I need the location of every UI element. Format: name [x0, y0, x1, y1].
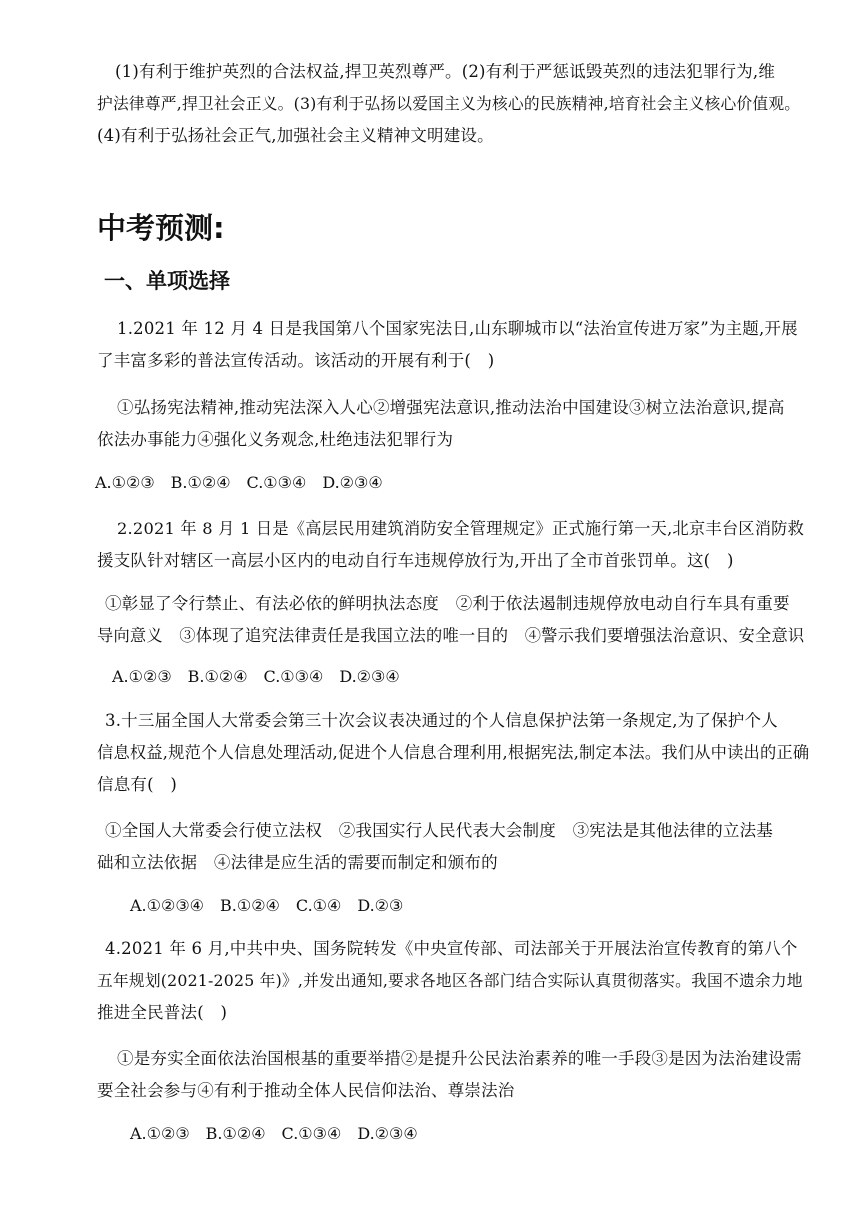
- question-stem-line: 信息权益,规范个人信息处理活动,促进个人信息合理利用,根据宪法,制定本法。我们从中读出的正确: [97, 743, 810, 762]
- intro-line: (4)有利于弘扬社会正气,加强社会主义精神文明建设。: [97, 126, 494, 145]
- question-item-line: ①是夯实全面依法治国根基的重要举措②是提升公民法治素养的唯一手段③是因为法治建设需: [117, 1049, 802, 1068]
- question-stem-line: 援支队针对辖区一高层小区内的电动自行车违规停放行为,开出了全市首张罚单。这( ): [97, 551, 734, 570]
- question-1-options: A.①②③ B.①②④ C.①③④ D.②③④: [95, 473, 383, 492]
- question-4-stem: [97, 933, 809, 1029]
- question-stem-line: 信息有( ): [97, 775, 178, 794]
- question-3-items: [97, 815, 809, 879]
- question-stem-line: 4.2021 年 6 月,中共中央、国务院转发《中央宣传部、司法部关于开展法治宣传教育的第八个: [105, 939, 798, 958]
- question-item-line: ①弘扬宪法精神,推动宪法深入人心②增强宪法意识,推动法治中国建设③树立法治意识,提高: [117, 398, 785, 417]
- question-stem-line: 2.2021 年 8 月 1 日是《高层民用建筑消防安全管理规定》正式施行第一天,北京丰台区消防救: [117, 519, 805, 538]
- question-2-items: [97, 588, 809, 652]
- question-stem-line: 推进全民普法( ): [97, 1003, 228, 1022]
- question-stem-line: 了丰富多彩的普法宣传活动。该活动的开展有利于( ): [97, 351, 495, 370]
- question-3-options: A.①②③④ B.①②④ C.①④ D.②③: [130, 896, 404, 915]
- section-heading: 一、单项选择: [104, 269, 230, 293]
- question-item-line: 导向意义 ③体现了追究法律责任是我国立法的唯一目的 ④警示我们要增强法治意识、安全意识: [97, 626, 805, 645]
- question-1-stem: [97, 313, 809, 377]
- question-item-line: 要全社会参与④有利于推动全体人民信仰法治、尊崇法治: [97, 1081, 515, 1100]
- question-4-items: [97, 1043, 809, 1107]
- question-item-line: ①彰显了令行禁止、有法必依的鲜明执法态度 ②利于依法遏制违规停放电动自行车具有重要: [105, 594, 790, 613]
- question-2-stem: [97, 513, 809, 577]
- intro-paragraph: [97, 56, 809, 152]
- question-2-options: A.①②③ B.①②④ C.①③④ D.②③④: [112, 667, 400, 686]
- question-item-line: 依法办事能力④强化义务观念,杜绝违法犯罪行为: [97, 430, 454, 449]
- question-item-line: 础和立法依据 ④法律是应生活的需要而制定和颁布的: [97, 853, 498, 872]
- question-stem-line: 五年规划(2021-2025 年)》,并发出通知,要求各地区各部门结合实际认真贯彻落实。我国不遗余力地: [97, 971, 803, 990]
- question-stem-line: 1.2021 年 12 月 4 日是我国第八个国家宪法日,山东聊城市以“法治宣传进万家”为主题,开展: [117, 319, 798, 338]
- question-4-options: A.①②③ B.①②④ C.①③④ D.②③④: [130, 1124, 418, 1143]
- question-3-stem: [97, 705, 809, 801]
- question-1-items: [97, 392, 809, 456]
- question-item-line: ①全国人大常委会行使立法权 ②我国实行人民代表大会制度 ③宪法是其他法律的立法基: [105, 821, 773, 840]
- intro-line: (1)有利于维护英烈的合法权益,捍卫英烈尊严。(2)有利于严惩诋毁英烈的违法犯罪行为,维: [115, 62, 776, 81]
- question-stem-line: 3.十三届全国人大常委会第三十次会议表决通过的个人信息保护法第一条规定,为了保护个人: [105, 711, 778, 730]
- page-heading: 中考预测:: [97, 211, 225, 245]
- intro-line: 护法律尊严,捍卫社会正义。(3)有利于弘扬以爱国主义为核心的民族精神,培育社会主义核心价值观。: [97, 94, 801, 113]
